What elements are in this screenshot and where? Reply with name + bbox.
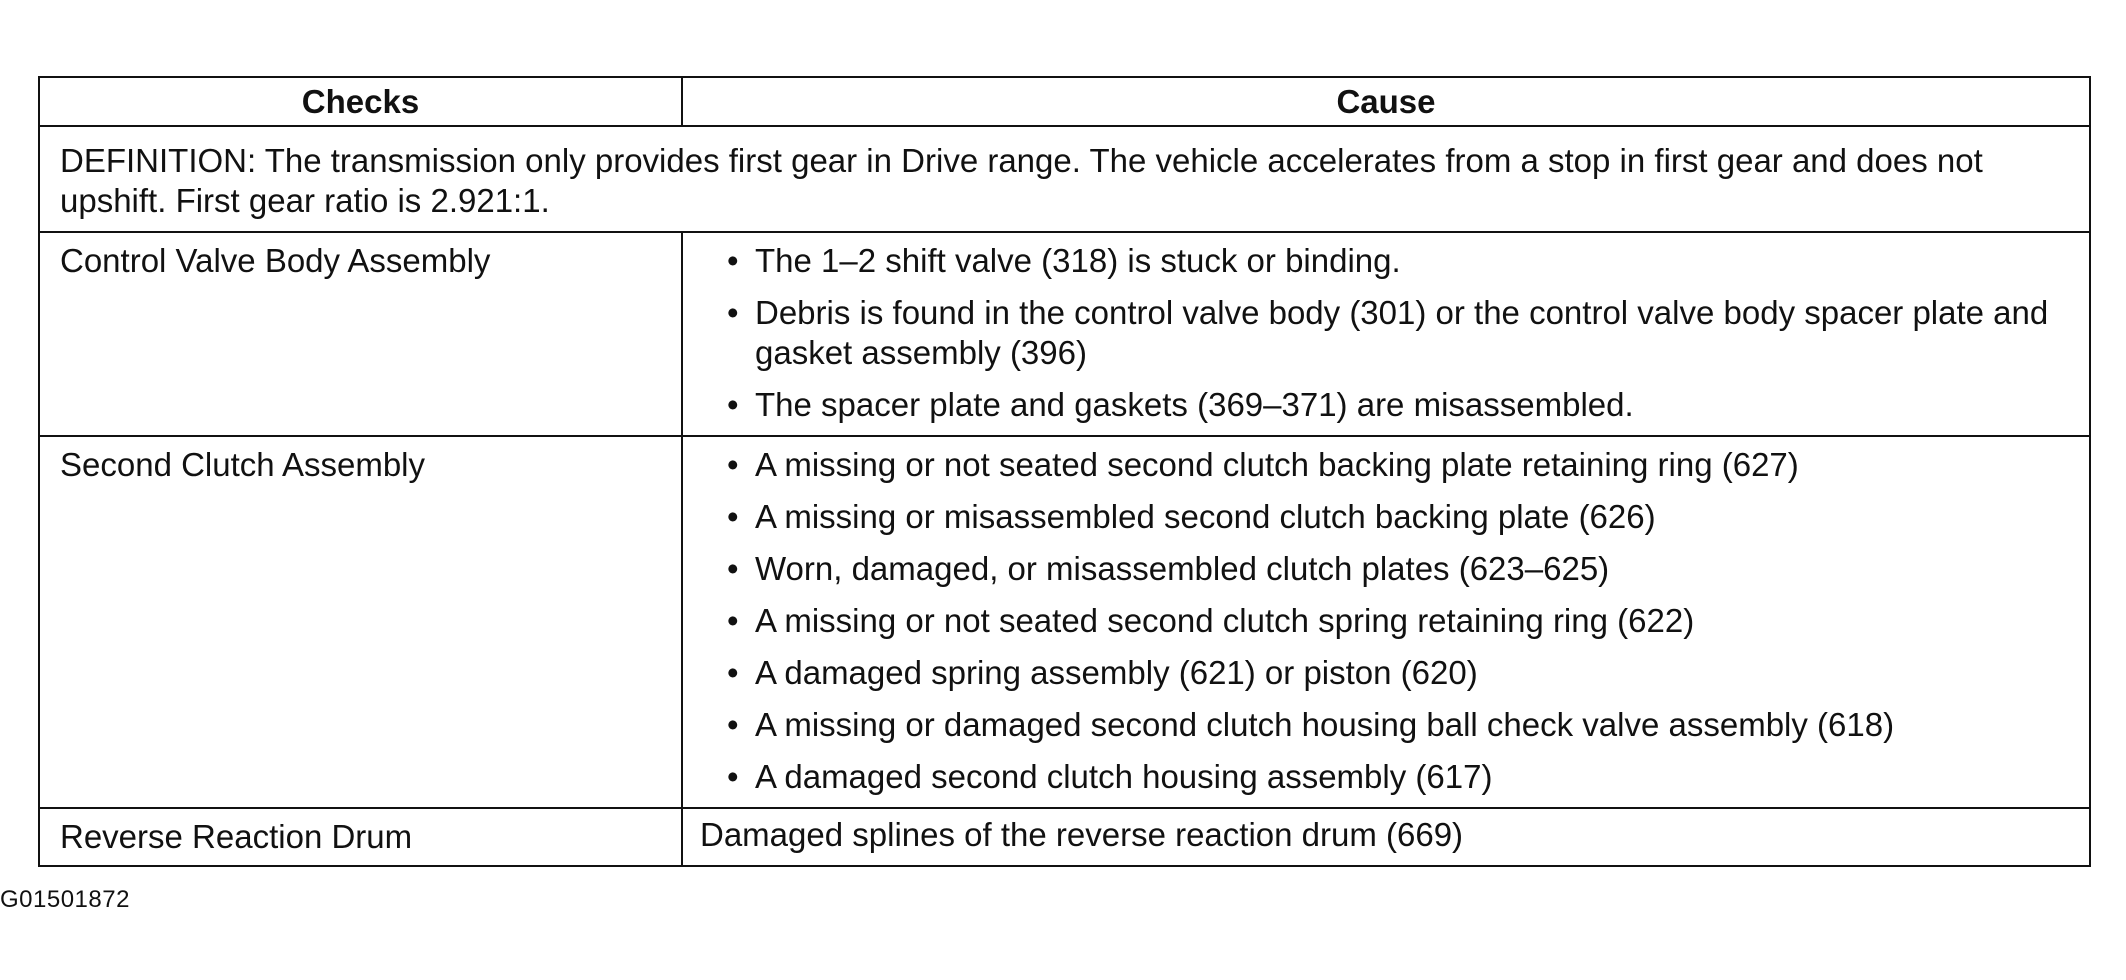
cause-text: Debris is found in the control valve body (301) or the control valve body spacer plate and gasket assembly (396) bbox=[755, 294, 2049, 371]
bullet-icon: • bbox=[727, 602, 739, 639]
cause-text: A damaged spring assembly (621) or piston (620) bbox=[755, 654, 1478, 691]
cause-item bbox=[683, 241, 2075, 281]
diagnosis-table bbox=[38, 76, 2091, 867]
cause-text: A missing or not seated second clutch spring retaining ring (622) bbox=[755, 602, 1695, 639]
check-item: Reverse Reaction Drum bbox=[39, 808, 682, 866]
bullet-icon: • bbox=[727, 706, 739, 743]
check-item: Control Valve Body Assembly bbox=[39, 232, 682, 436]
bullet-icon: • bbox=[727, 758, 739, 795]
definition-row bbox=[39, 126, 2090, 232]
cause-item bbox=[683, 497, 2075, 537]
bullet-icon: • bbox=[727, 446, 739, 483]
cause-item bbox=[683, 293, 2075, 373]
bullet-icon: • bbox=[727, 550, 739, 587]
cause-column-header: Cause bbox=[682, 77, 2090, 126]
cause-cell bbox=[682, 436, 2090, 808]
bullet-icon: • bbox=[727, 386, 739, 423]
checks-column-header: Checks bbox=[39, 77, 682, 126]
cause-text: Damaged splines of the reverse reaction drum (669) bbox=[682, 808, 2090, 866]
cause-text: A missing or misassembled second clutch backing plate (626) bbox=[755, 498, 1656, 535]
cause-item bbox=[683, 757, 2075, 797]
bullet-icon: • bbox=[727, 242, 739, 279]
bullet-icon: • bbox=[727, 294, 739, 331]
header-row bbox=[39, 77, 2090, 126]
cause-text: A missing or not seated second clutch backing plate retaining ring (627) bbox=[755, 446, 1799, 483]
table-row bbox=[39, 232, 2090, 436]
cause-item bbox=[683, 549, 2075, 589]
definition-text: DEFINITION: The transmission only provides first gear in Drive range. The vehicle accelerates from a stop in first gear and does not upshift. First gear ratio is 2.921:1. bbox=[39, 126, 2090, 232]
bullet-icon: • bbox=[727, 654, 739, 691]
figure-id: G01501872 bbox=[0, 886, 130, 913]
table-row bbox=[39, 808, 2090, 866]
bullet-icon: • bbox=[727, 498, 739, 535]
cause-item bbox=[683, 445, 2075, 485]
cause-item bbox=[683, 385, 2075, 425]
table-row bbox=[39, 436, 2090, 808]
cause-cell bbox=[682, 232, 2090, 436]
cause-list bbox=[683, 241, 2075, 425]
cause-text: Worn, damaged, or misassembled clutch plates (623–625) bbox=[755, 550, 1610, 587]
cause-text: The spacer plate and gaskets (369–371) are misassembled. bbox=[755, 386, 1634, 423]
cause-list bbox=[683, 445, 2075, 797]
cause-text: A damaged second clutch housing assembly (617) bbox=[755, 758, 1493, 795]
cause-item bbox=[683, 601, 2075, 641]
cause-text: The 1–2 shift valve (318) is stuck or binding. bbox=[755, 242, 1401, 279]
cause-item bbox=[683, 653, 2075, 693]
check-item: Second Clutch Assembly bbox=[39, 436, 682, 808]
cause-text: A missing or damaged second clutch housing ball check valve assembly (618) bbox=[755, 706, 1895, 743]
cause-item bbox=[683, 705, 2075, 745]
